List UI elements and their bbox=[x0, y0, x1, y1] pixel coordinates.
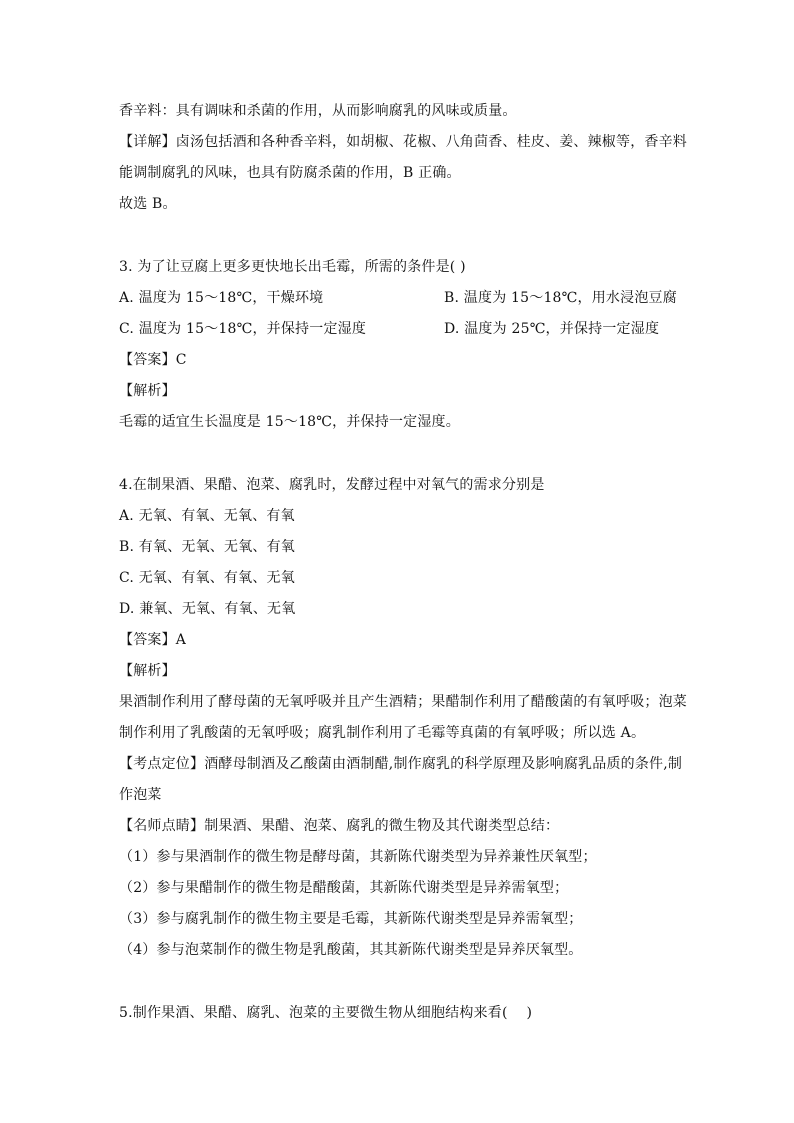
question-4-option-a: A. 无氧、有氧、无氧、有氧 bbox=[119, 508, 295, 524]
question-4-mingshi: 【名师点睛】制果酒、果醋、泡菜、腐乳的微生物及其代谢类型总结： bbox=[119, 818, 560, 834]
question-4-analysis-label: 【解析】 bbox=[119, 663, 176, 679]
question-4-kaodian: 【考点定位】酒酵母制酒及乙酸菌由酒制醋,制作腐乳的科学原理及影响腐乳品质的条件,制 bbox=[119, 756, 683, 772]
question-3-answer: 【答案】C bbox=[119, 352, 187, 368]
question-4-option-c: C. 无氧、有氧、有氧、无氧 bbox=[119, 570, 295, 586]
question-3-option-d: D. 温度为 25℃，并保持一定湿度 bbox=[444, 321, 660, 337]
question-4-point: （4）参与泡菜制作的微生物是乳酸菌，其其新陈代谢类型是异养厌氧型。 bbox=[119, 942, 583, 958]
question-4-option-b: B. 有氧、无氧、无氧、有氧 bbox=[119, 539, 295, 555]
text-line: 香辛料：具有调味和杀菌的作用，从而影响腐乳的风味或质量。 bbox=[119, 103, 517, 119]
question-4-stem: 4.在制果酒、果醋、泡菜、腐乳时，发酵过程中对氧气的需求分别是 bbox=[119, 477, 545, 493]
detail-line: 【详解】卤汤包括酒和各种香辛料，如胡椒、花椒、八角茴香、桂皮、姜、辣椒等，香辛料 bbox=[119, 134, 687, 150]
choose-line: 故选 B。 bbox=[119, 196, 177, 212]
question-4-analysis: 制作利用了乳酸菌的无氧呼吸；腐乳制作利用了毛霉等真菌的有氧呼吸；所以选 A。 bbox=[119, 725, 646, 741]
question-4-analysis: 果酒制作利用了酵母菌的无氧呼吸并且产生酒精；果醋制作利用了醋酸菌的有氧呼吸；泡菜 bbox=[119, 694, 687, 710]
question-3-option-a: A. 温度为 15～18℃，干燥环境 bbox=[119, 290, 324, 306]
question-4-point: （2）参与果醋制作的微生物是醋酸菌，其新陈代谢类型是异养需氧型； bbox=[119, 880, 569, 896]
question-4-point: （3）参与腐乳制作的微生物主要是毛霉，其新陈代谢类型是异养需氧型； bbox=[119, 911, 583, 927]
question-3-stem: 3. 为了让豆腐上更多更快地长出毛霉，所需的条件是( ) bbox=[119, 259, 466, 275]
question-4-option-d: D. 兼氧、无氧、有氧、无氧 bbox=[119, 601, 296, 617]
question-5-stem: 5.制作果酒、果醋、腐乳、泡菜的主要微生物从细胞结构来看( ) bbox=[119, 1005, 533, 1021]
detail-line: 能调制腐乳的风味，也具有防腐杀菌的作用，B 正确。 bbox=[119, 165, 461, 181]
question-3-analysis-label: 【解析】 bbox=[119, 383, 176, 399]
question-3-option-c: C. 温度为 15～18℃，并保持一定湿度 bbox=[119, 321, 367, 337]
question-4-answer: 【答案】A bbox=[119, 632, 187, 648]
question-3-option-b: B. 温度为 15～18℃，用水浸泡豆腐 bbox=[444, 290, 677, 306]
question-3-analysis: 毛霉的适宜生长温度是 15～18℃，并保持一定湿度。 bbox=[119, 414, 460, 430]
question-4-point: （1）参与果酒制作的微生物是酵母菌，其新陈代谢类型为异养兼性厌氧型； bbox=[119, 849, 597, 865]
question-4-kaodian: 作泡菜 bbox=[119, 787, 162, 803]
